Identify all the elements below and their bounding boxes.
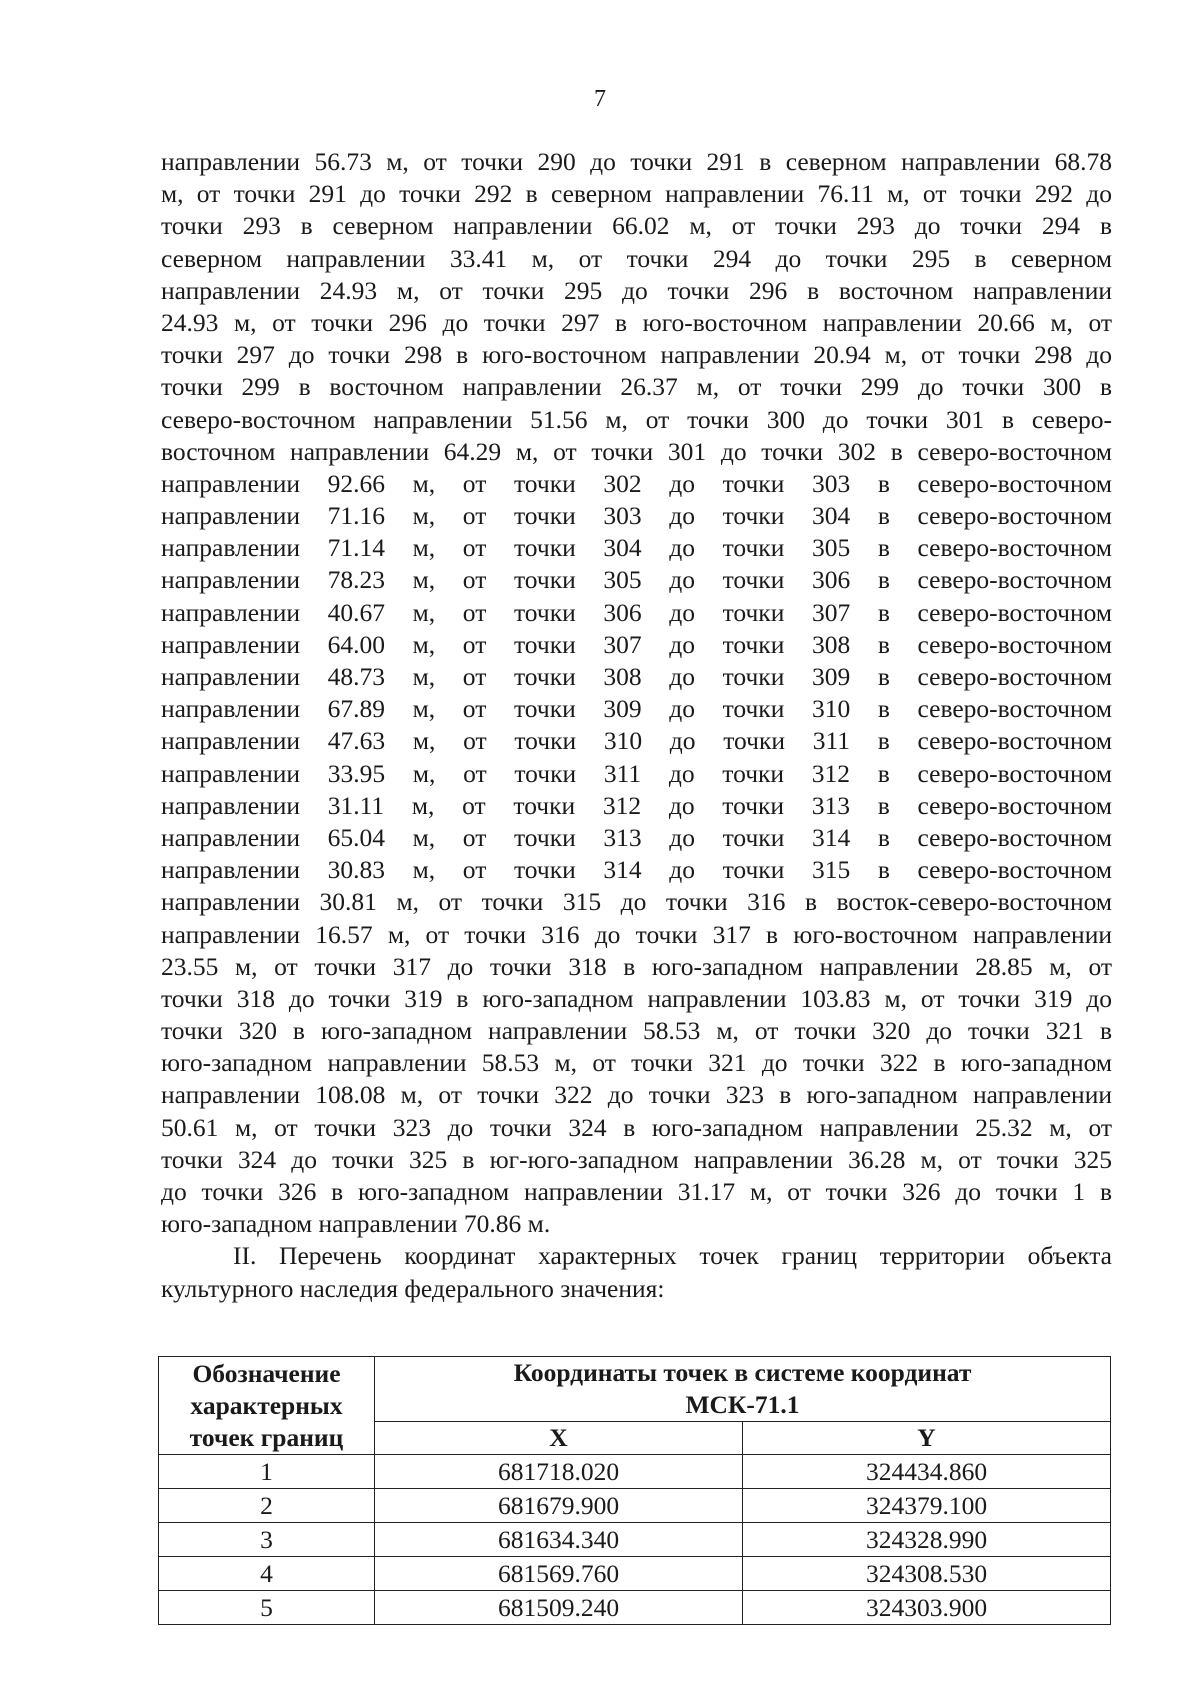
paragraph-line: направлении 40.67 м, от точки 306 до точки 307 в северо-восточном <box>161 597 1112 627</box>
paragraph-line: до точки 326 в юго-западном направлении 31.17 м, от точки 326 до точки 1 в <box>161 1177 1112 1206</box>
table-row <box>159 1455 1111 1489</box>
paragraph-line: направлении 31.11 м, от точки 312 до точки 313 в северо-восточном <box>161 790 1112 820</box>
cell-x: 681679.900 <box>375 1489 743 1523</box>
paragraph-line: точки 320 в юго-западном направлении 58.53 м, от точки 320 до точки 321 в <box>161 1016 1112 1046</box>
cell-x: 681509.240 <box>375 1591 743 1625</box>
cell-point: 1 <box>159 1455 375 1489</box>
paragraph-line: направлении 16.57 м, от точки 316 до точки 317 в юго-восточном направлении <box>161 919 1112 949</box>
table-row <box>159 1523 1111 1557</box>
paragraph-line: северном направлении 33.41 м, от точки 294 до точки 295 в северном <box>161 243 1112 273</box>
cell-x: 681718.020 <box>375 1455 743 1489</box>
header-points: Обозначение характерных точек границ <box>159 1357 375 1455</box>
paragraph-line: направлении 92.66 м, от точки 302 до точки 303 в северо-восточном <box>161 468 1112 498</box>
paragraph-line: м, от точки 291 до точки 292 в северном направлении 76.11 м, от точки 292 до <box>161 179 1112 209</box>
paragraph-line: 23.55 м, от точки 317 до точки 318 в юго-западном направлении 28.85 м, от <box>161 951 1112 981</box>
section-line: культурного наследия федерального значения: <box>161 1273 665 1303</box>
header-y: Y <box>743 1422 1111 1455</box>
table-header-row <box>159 1357 1111 1422</box>
cell-x: 681634.340 <box>375 1523 743 1557</box>
body-text <box>161 146 1112 1305</box>
paragraph-line: направлении 56.73 м, от точки 290 до точки 291 в северном направлении 68.78 <box>161 147 1112 176</box>
table-row <box>159 1591 1111 1625</box>
paragraph-line: направлении 48.73 м, от точки 308 до точки 309 в северо-восточном <box>161 662 1112 691</box>
page-number: 7 <box>594 86 606 112</box>
paragraph-line: юго-западном направлении 58.53 м, от точки 321 до точки 322 в юго-западном <box>161 1048 1112 1078</box>
boundary-description-paragraph <box>161 146 1112 1240</box>
cell-x: 681569.760 <box>375 1557 743 1591</box>
header-coordinates-line: Координаты точек в системе координат <box>513 1358 972 1387</box>
paragraph-line: направлении 108.08 м, от точки 322 до точки 323 в юго-западном направлении <box>161 1080 1112 1110</box>
paragraph-line: направлении 64.00 м, от точки 307 до точки 308 в северо-восточном <box>161 629 1112 659</box>
paragraph-line: направлении 71.14 м, от точки 304 до точки 305 в северо-восточном <box>161 533 1112 563</box>
paragraph-line: точки 297 до точки 298 в юго-восточном направлении 20.94 м, от точки 298 до <box>161 340 1112 370</box>
cell-y: 324379.100 <box>743 1489 1111 1523</box>
paragraph-line: направлении 65.04 м, от точки 313 до точки 314 в северо-восточном <box>161 822 1112 852</box>
paragraph-line: точки 324 до точки 325 в юг-юго-западном направлении 36.28 м, от точки 325 <box>161 1144 1112 1174</box>
cell-y: 324308.530 <box>743 1557 1111 1591</box>
paragraph-line: 24.93 м, от точки 296 до точки 297 в юго-восточном направлении 20.66 м, от <box>161 307 1112 337</box>
cell-point: 4 <box>159 1557 375 1591</box>
paragraph-line: направлении 30.81 м, от точки 315 до точки 316 в восток-северо-восточном <box>161 887 1112 917</box>
header-coordinates-system: МСК-71.1 <box>685 1390 800 1419</box>
cell-y: 324434.860 <box>743 1455 1111 1489</box>
paragraph-line: точки 293 в северном направлении 66.02 м, от точки 293 до точки 294 в <box>161 211 1112 241</box>
paragraph-line: направлении 71.16 м, от точки 303 до точки 304 в северо-восточном <box>161 501 1112 531</box>
cell-y: 324328.990 <box>743 1523 1111 1557</box>
cell-point: 5 <box>159 1591 375 1625</box>
paragraph-line: точки 299 в восточном направлении 26.37 м, от точки 299 до точки 300 в <box>161 372 1112 402</box>
cell-point: 2 <box>159 1489 375 1523</box>
section-line: II. Перечень координат характерных точек границ территории объекта <box>233 1241 1112 1271</box>
paragraph-line: северо-восточном направлении 51.56 м, от точки 300 до точки 301 в северо- <box>161 404 1112 434</box>
header-x: X <box>375 1422 743 1455</box>
paragraph-line: восточном направлении 64.29 м, от точки 301 до точки 302 в северо-восточном <box>161 436 1112 466</box>
paragraph-line: 50.61 м, от точки 323 до точки 324 в юго-западном направлении 25.32 м, от <box>161 1112 1112 1142</box>
table-row <box>159 1557 1111 1591</box>
paragraph-line: направлении 33.95 м, от точки 311 до точки 312 в северо-восточном <box>161 758 1112 788</box>
paragraph-line: направлении 24.93 м, от точки 295 до точки 296 в восточном направлении <box>161 275 1112 305</box>
paragraph-line: направлении 30.83 м, от точки 314 до точки 315 в северо-восточном <box>161 855 1112 885</box>
paragraph-line: направлении 67.89 м, от точки 309 до точки 310 в северо-восточном <box>161 694 1112 724</box>
header-coordinates <box>375 1357 1111 1422</box>
cell-point: 3 <box>159 1523 375 1557</box>
paragraph-line: направлении 78.23 м, от точки 305 до точки 306 в северо-восточном <box>161 565 1112 595</box>
cell-y: 324303.900 <box>743 1591 1111 1625</box>
table-row <box>159 1489 1111 1523</box>
paragraph-line: точки 318 до точки 319 в юго-западном направлении 103.83 м, от точки 319 до <box>161 983 1112 1013</box>
paragraph-line: направлении 47.63 м, от точки 310 до точки 311 в северо-восточном <box>161 726 1112 756</box>
paragraph-line: юго-западном направлении 70.86 м. <box>161 1209 551 1239</box>
section-heading <box>161 1240 1112 1304</box>
coordinates-table <box>158 1356 1111 1625</box>
